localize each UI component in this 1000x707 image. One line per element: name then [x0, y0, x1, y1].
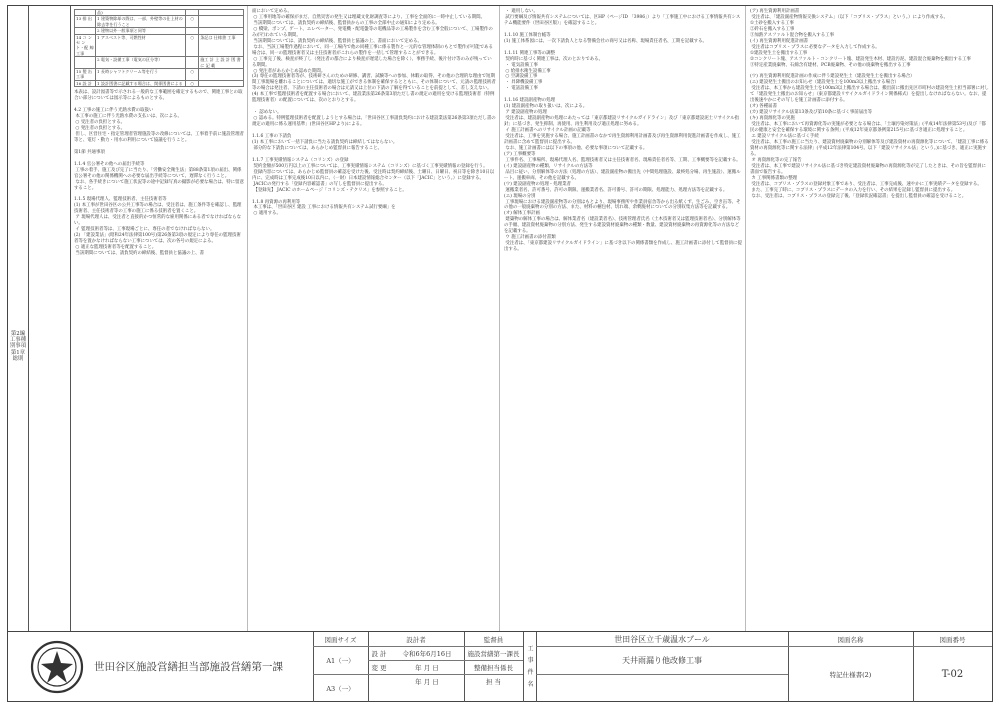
contents-row [75, 69, 244, 81]
contents-cell-item: 1 設計図書に記載する場合は、関係図書による [96, 80, 186, 86]
spec-column-1 [70, 6, 248, 631]
specification-area [8, 6, 992, 631]
contents-cell-item: 1 アスベスト等、可燃性材 [96, 34, 186, 57]
drawing-sheet [7, 5, 993, 702]
title-block [8, 631, 992, 702]
blank-column [28, 6, 71, 631]
size-header: 図面サイズ [324, 635, 357, 644]
spec-text-3: ・ 適用しない。 試行要綱及び情報共有システムについては、区HP（ページID 「3986」）より「工事施工中における工事情報共有システム機能要件（世田谷区版）」を確認すること。 1.1.10 施工体制台帳等 (1) 施工体系図には、一次下請負人となる警備会社の商号又は名称、現場責任者名、工期を記載する。 1.1.11 関連工事等の調整 契約時に基づく関連工事は、次のとおりである。 ・ 電気設備工事 ○ 給排水衛生設備工事 ○ 空調設備工事 ・ 昇降機設備工事 ・ 電話設備工事 1.1.16 建設副産物の処理 (1) 建設副産物の取り扱いは、次による。 ア 建設副産物の処理 受注者は、建設副産物の処理にあたっては「東京都建設リサイクルガイドライン」及び「東京都建設泥土リサイクル指針」に基づき、発生抑制、再使用、再生利用及び適正処理に努める。 イ 施工計画書へのリサイクル計画の記載等 受注者は、工事を実施する場合、施工計画書のなかで再生資源利用計画書及び再生資源利用促進計画書を作成し、施工計画書に含めて監督員に提出する。 なお、施工計画書には以下の事項の他、必要な事項について記載する。 (ア) 工事概要等 工事件名、工事場所、現場代理人名、監理技術者又は主任技術者名、現場責任者名等、工期、工事概要等を記載する。 (イ) 建設副産物の種類、リサイクルの方法等 品目に従い、分別解体等の方法（処理の方法）、建設副産物の搬出先（中間処理施設、最終処分場、再生施設）、運搬ルート、運搬車両、その他を記載する。 (ウ) 建設副産物の処理・処理業者 運搬業者名、許可番号、許可の期限、運搬業者名、許可番号、許可の期限、処理能力、処理方法等を記載する。 (エ) 現場の分別 工事現場における建設副産物等の分別はもとより、現場事務所や作業員宿舎等から出る紙くず、生ごみ、空き缶等、その他の一般廃棄物の分別の方法、また、材料の梱包材、切れ端、余剰廃材についての分別収集方法等を記載する。 (オ) 解体工事計画 建築物の解体工事の場合は、解体業者名（建設業者名）、技術管理者氏名（土木技術者又は監理技術者名）、分別解体等の手順、建設資材廃棄物の分別方法、発生する建設資材廃棄物の種類・数量、建設資材廃棄物の再資源化等の方法などを記載する。 ウ 施工計画書の添付書類 受注者は、「東京都建設リサイクルガイドライン」に基づき以下の関係書類を作成し、施工計画書に添付して監督員に提出する。 [504, 9, 742, 253]
size-a1: A1（一） [326, 656, 355, 665]
contents-cell-no [75, 57, 96, 69]
project-name: 世田谷区立千歳温水プール [614, 634, 710, 644]
supervisor-header: 監督員 [483, 635, 504, 644]
contents-cell-mark: ○ [186, 16, 199, 28]
contents-cell-item: 1 長時シャフトクリーム等を行う [96, 69, 186, 81]
contents-cell-item: 2 建物以外一般事項と同等 [96, 28, 186, 34]
contents-cell-no: 15 製 缶 工事 [75, 69, 96, 81]
contents-row [75, 80, 244, 86]
spec-text-4: (ア) 再生資源利用計画書 受注者は、「建設副産物情報交換システム」（以下「コブリス・プラス」という。）により作成する。 ①土砂を搬入する工事 ②砕石を搬入する工事 ③加熱アスファルト混合物を搬入する工事 (イ) 再生資源利用促進計画書 受注者はコブリス・プラスに必要なデータを入力して作成する。 ①建設発生土を搬出する工事 ②コンクリート塊、アスファルト・コンクリート塊、建設発生木材、建設汚泥、建設混合廃棄物を搬出する工事 ③特定産業廃棄物、石綿含有建材、PCB廃棄物、その他の廃棄物を搬出する工事 (ウ) 再生資源利用促進計画の作成に伴う建設発生土（建設発生土を搬出する場合） (エ) 建設発生土搬出のお知らせ（建設発生土を100m3以上搬出する場合） 受注者は、本工事から建設発生土を100m3以上搬出する場合は、搬出前に搬出先区市町村の建設発生土担当部署に対して「建設発生土搬出のお知らせ」（東京都建設リサイクルガイドライン関係様式）を提出しなければならない。なお、提出後速やかにその写しを施工計画書に添付する。 (オ) 各種届書 (カ) 建設リサイクル法第13条及び第10条に基づく事前届出等 (キ) 再資源化等の実施 受注者は、本工事において再資源化等の実施が必要となる場合は、「土壌汚染対策法」(平成14年法律第53号)及び「都民の健康と安全を確保する環境に関する条例」(平成12年東京都条例第215号)に基づき適正に処理すること。 エ 建設リサイクル法に基づく手続 受注者は、本工事の施工に当たり、建設資材廃棄物の分別解体等及び建設資材の再資源化等について、「建設工事に係る資材の再資源化等に関する法律」(平成12年法律第104号。以下「建設リサイクル法」という。)に基づき、適正に実施する。 オ 再資源化等の完了報告 受注者は、本工事で建設リサイクル法に基づき特定建設資材廃棄物の再資源化等が完了したときは、その旨を監督員に書面で報告する。 カ 工事関係書類の整理 受注者は、コブリス・プラスの登録対象工事であり、受注者は、工事完成後、速やかに工事実績データを登録する。 また、工事完了時に、コブリス・プラスにデータの入力を行い、その結果を記録し監督員に提出する。 なお、受注者は、コブリス・プラスの登録完了後、「登録状況確認書」を提出し監督員の確認を受けること。 [750, 9, 989, 199]
contents-table [74, 9, 244, 87]
spec-column-2 [248, 6, 500, 631]
work-name-label: 工 事 件 名 [526, 645, 533, 689]
person-in-charge: 担 当 [485, 677, 502, 686]
office-name: 世田谷区施設営繕担当部施設営繕第一課 [94, 660, 283, 673]
contents-cell-item: 2 電気・設備工事（電気の区分等） [96, 57, 186, 69]
contents-cell-mark: ○ [186, 80, 199, 86]
contents-cell-no: 14 コ ン セ ン ト・配 線 工事 [76, 34, 94, 56]
section-chief: 施設営繕第一課長 [467, 649, 520, 658]
contents-cell-no: 13 排 出 [75, 16, 96, 28]
spec-column-3 [500, 6, 746, 631]
contents-row [75, 34, 244, 57]
contents-cell-mark2: 施工 計 上 設 計 図 書 に 記 載 [199, 57, 244, 69]
contents-cell-mark: ○ [186, 69, 199, 81]
drawing-name-header: 図面名称 [837, 635, 864, 644]
contents-cell-mark [186, 57, 199, 69]
spec-text-2: 面において定める。 ○ 工事用地等の確保がまだ、自然災害の発生又は埋蔵文化財調査等により、工事を全面的に一時中止している期間。 当該期間については、請負契約の締結後、監督員からの工事の全部中止の通知により定める。 ○ 橋梁、ポンプ、ゲート、エレベーター、発電機・配電盤等の電機品等の工場製作を含む工事全般について、工場製作のみが行われている期間。 当該期間については、請負契約の締結後、監督員と協議の上、書面において定める。 なお、当該工場製作過程において、同一工場内で他の同種工事に係る製作と一元的な管理体制のもとで製作が可能である場合は、同一の監理技術者又は主任技術者がこれらの製作を一括して管理することができる。 ○ 工事完了後、検査が終了し（発注者の都合により検査が遅延した場合を除く）、事務手続、後片付け等のみが残っている期間。 ○ 発注者があらかじめ認めた期間。 (3) 専任の監理技術者等が、技術研さんのための研修、講習、試験等への参加、休暇の取得、その他の合理的な理由で短期間工事現場を離れることについては、適切な施工ができる体制を確保するとともに、その体制について、元請の監理技術者等の場合は発注者、下請の主任技術者の場合は元請又は上位の下請の了解を得ていることを前提として、差し支えない。 (4) 本工事で監理技術者を配置する場合において、建設業法第26条第3項ただし書の規定の適用を受ける監理技術者（特例監理技術者）の配置については、次のとおりとする。 ・ 認めない。 ○ 認める。特例監理技術者を配置しようとする場合は、「世田谷区工事請負契約における建設業法第26条第3項ただし書の規定の適用に係る運用基準」(世田谷区HPより)による。 1.1.6 工事の下請負 (1) 本工事において一括下請負に当たる請負契約は締結してはならない。 部分的な下請負については、あらかじめ監督員に報告すること。 1.1.7 工事実績情報システム（コリンズ）の登録 契約金額が500万円以上の工事については、工事実績情報システム（コリンズ）に基づく工事実績情報の登録を行う。 登録内容については、あらかじめ監督員の確認を受けた後、受注時は契約締結後、土曜日、日曜日、祝日等を除き10日以内に、完成時は工事完成後10日以内に、（一財）日本建設情報総合センター（以下「JACIC」という。）に登録する。 JACICの発行する「登録内容確認書」の写しを監督員に提出する。 【登録先】 JACIC のホームページ「コリンズ・テクリス」を参照すること。 1.1.8 再資源の再利用等 本工事は、「世田谷区 建設 工事における情報共有システム試行要綱」を ○ 適用する。 [252, 9, 496, 217]
size-a3: A3（一） [326, 684, 355, 693]
sub-chief: 整備担当係長 [474, 663, 513, 672]
contents-cell-mark2: 条記は 仕様書 工事 [199, 34, 244, 57]
spec-column-4 [746, 6, 992, 631]
contents-cell-mark2 [199, 69, 244, 81]
drawing-number: T-02 [941, 668, 964, 680]
contents-cell-mark2 [199, 80, 244, 86]
section-label-column [8, 6, 29, 631]
drawing-number-header: 図面番号 [939, 635, 966, 644]
setagaya-emblem-icon [30, 640, 84, 694]
revision-date: 年 月 日 [415, 663, 439, 672]
contents-row [75, 16, 244, 28]
revision-date-2: 年 月 日 [415, 677, 439, 686]
drawing-name: 特記仕様書(2) [829, 670, 872, 679]
contents-cell-mark2 [199, 16, 244, 28]
contents-cell-mark: ○ [186, 34, 199, 57]
spec-text-1: 本表は、設計図書等で示される一般的な工事範囲を確定するもので、関連工事との取合い部分については図示等によるものとする。 4.2 工事の施工に伴う光熱水費の取扱い 本工事の施工に伴う光熱水費の支払いは、次による。 ○ 受注者の負担とする。 ○ 発注者の負担とする。 但し、区営住宅・指定管理者管理施設等の改修については、工事着手前に施設管理者等と、電灯・動力・用水の利用について協議を行うこと。 第1節 共通事項 1.1.4 官公署その他への届出手続等 工事の着手、施工及び完了に当たり、「労働安全衛生法」第88条第1項の届出、関係官公署その他の関係機関への必要な届出手続等について、遅滞なく行うこと。 なお、各手続きについて施工状況等の途中記録写真の撮影が必要な場合は、特に留意すること。 1.1.5 現場代理人、監理技術者、主任技術者等 (1) 本工事が世田谷区の公共工事等の場合は、受注者は、施工条件等を確認し、監理技術者、主任技術者等の工事の施工に係る技術者を置くこと。 ア 現場代理人は、受注者と直接的かつ恒常的な雇用関係にある者でなければならない。 イ 監理技術者等は、工事現場ごとに、専任の者でなければならない。 (2) 「建設業法」(昭和24年法律第100号)第26条第3項の規定により専任の監理技術者等を置かなければならない工事については、次の各号の規定による。 ○ 適正な監理技術者等を配置すること。 当該期間については、請負契約の締結後、監督員と協議の上、書 [74, 90, 244, 257]
section-label: 第2編 工事種別事項 第1章 総則 [9, 331, 27, 362]
contents-row [75, 57, 244, 69]
revision-label: 変 更 [371, 663, 387, 672]
design-date: 令和6年6月16日 [402, 649, 452, 658]
design-label: 設 計 [371, 649, 387, 658]
designer-header: 設計者 [406, 635, 426, 644]
work-name: 天井雨漏り他改修工事 [622, 655, 702, 665]
contents-cell-item: 1 建築物除却の際は、一部、外壁等の仕上材の除去等を行うこと [96, 16, 186, 28]
contents-cell-no: 16 設 計 [75, 80, 96, 86]
contents-cell-item: 品) [96, 10, 186, 16]
